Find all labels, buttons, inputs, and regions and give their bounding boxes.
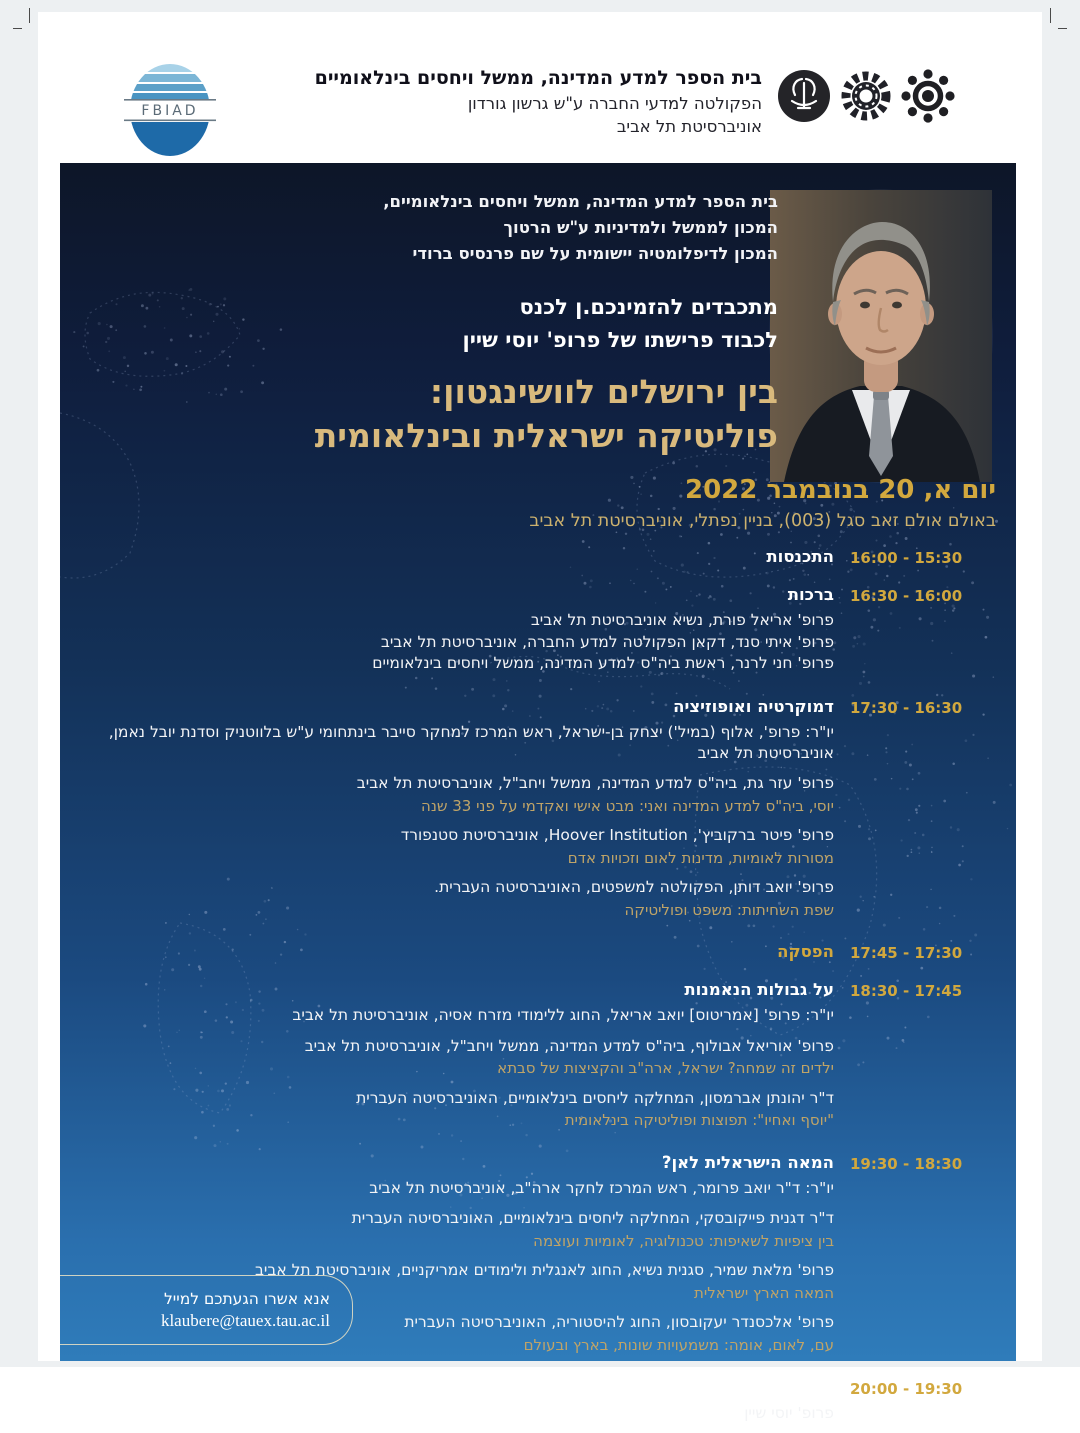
speaker-line: פרופ' אריאל פורת, נשיא אוניברסיטת תל אביב <box>530 611 834 630</box>
fbiad-label: FBIAD <box>141 103 199 119</box>
header-right <box>315 66 956 138</box>
talk-title: יוסי, ביה"ס למדע המדינה ואני: מבט אישי ואקדמי על פני 33 שנה <box>421 796 834 815</box>
session-time: 20:00 - 19:30 <box>850 1379 963 1398</box>
speaker-line: יו"ר: ד"ר יואב פרומר, ראש המרכז לחקר ארה"ב, אוניברסיטת תל אביב <box>369 1178 834 1197</box>
speaker-block <box>94 877 834 920</box>
event-venue: באולם אולם זאב סגל (003), בניין נפתלי, אוניברסיטת תל אביב <box>529 511 996 532</box>
session-time: 18:30 - 17:45 <box>850 982 963 1001</box>
poster-upper <box>60 163 1016 457</box>
gear-logo-icon <box>838 68 894 124</box>
session-content <box>94 585 834 683</box>
letterhead <box>38 12 1042 162</box>
speaker-line: פרופ' יואב דותן, הפקולטה למשפטים, האוניברסיטה העברית. <box>434 878 834 897</box>
speaker-line: ד"ר יהונתן אברמסון, המחלקה ליחסים בינלאומיים, האוניברסיטה העברית <box>356 1088 834 1107</box>
speaker-line: פרופ' מלאת שמיר, סגנית נשיא, החוג לאנגלית ולימודים אמריקניים, אוניברסיטת תל אביב <box>254 1261 834 1280</box>
event-poster <box>60 163 1016 1422</box>
session-title: המאה הישראלית לאן? <box>661 1152 834 1172</box>
institution-line: המכון לדיפלומטיה יישומית על שם פרנסיס ברודי <box>412 244 778 264</box>
session-time: 19:30 - 18:30 <box>850 1154 963 1173</box>
speaker-line: יו"ר: פרופ', אלוף (במיל') יצחק בן-ישראל, ראש המרכז למחקר סייבר בינתחומי ע"ש בלווטניק וסדנת יובל נאמן, אוניברסיטת תל אביב <box>108 722 834 762</box>
session-content <box>94 1378 834 1433</box>
speaker-line: פרופ' אלכסנדר יעקובסון, החוג להיסטוריה, האוניברסיטה העברית <box>404 1313 834 1332</box>
talk-title: המאה הארץ ישראלית <box>694 1283 834 1302</box>
speaker-line: פרופ' איתי סנד, דקאן הפקולטה למדע החברה, אוניברסיטת תל אביב <box>380 632 834 651</box>
speaker-block <box>94 1403 834 1424</box>
institution-line: בית הספר למדע המדינה, ממשל ויחסים בינלאומיים, <box>383 192 778 211</box>
talk-title: "יוסף ואחיו": תפוצות ופוליטיקה בינלאומית <box>564 1111 834 1130</box>
session-content <box>94 942 834 967</box>
fbiad-logo <box>122 60 218 164</box>
speaker-line: פרופ' אוריאל אבולוף, ביה"ס למדע המדינה, ממשל ויחב"ל, אוניברסיטת תל אביב <box>304 1036 834 1055</box>
dotted-circle-logo-icon <box>900 68 956 124</box>
crop-mark <box>1050 8 1051 23</box>
speaker-block <box>94 1178 834 1199</box>
event-title-line1: בין ירושלים לוושינגטון: <box>429 372 778 412</box>
talk-title: שפת השחיתות: משפט ופוליטיקה <box>624 900 834 919</box>
session-time: 16:00 - 15:30 <box>850 549 963 568</box>
session-blocks <box>94 722 834 921</box>
speaker-line: פרופ' חני לרנר, ראשת ביה"ס למדע המדינה, ממשל ויחסים בינלאומיים <box>372 654 834 673</box>
session-blocks <box>94 1005 834 1131</box>
invitation-line: מתכבדים להזמינכם.ן לכנס <box>519 295 778 320</box>
university-name: אוניברסיטת תל אביב <box>616 117 762 137</box>
speaker-block <box>94 825 834 868</box>
event-title-line2: פוליטיקה ישראלית ובינלאומית <box>314 415 778 455</box>
talk-title: בין ציפיות לשאיפות: טכנולוגיה, לאומיות ועוצמה <box>533 1231 834 1250</box>
session-time: 16:30 - 16:00 <box>850 587 963 606</box>
session-blocks <box>94 610 834 674</box>
session-content <box>94 980 834 1140</box>
session-title: על גבולות הנאמנות <box>684 980 834 1000</box>
schedule-session <box>94 942 963 967</box>
institution-line: המכון לממשל ולמדיניות ע"ש הרטוך <box>503 218 778 238</box>
logo-row <box>776 68 956 124</box>
speaker-block <box>94 1005 834 1026</box>
talk-title: ילדים זה שמחה? ישראל, ארה"ב והקציצות של סבתא <box>497 1059 834 1078</box>
session-title: פוליטיקה ישראלית ובינלאומית: בין אקדמיה לפרקטיקה <box>413 1377 834 1397</box>
talk-title: מסורות לאומיות, מדינות לאום וזכויות אדם <box>567 848 834 867</box>
crop-mark <box>13 28 22 29</box>
crop-mark <box>29 8 30 23</box>
tau-logo-icon <box>776 68 832 124</box>
rsvp-box <box>60 1275 353 1345</box>
session-time: 17:30 - 16:30 <box>850 698 963 717</box>
session-content <box>94 697 834 930</box>
school-name: בית הספר למדע המדינה, ממשל ויחסים בינלאומיים <box>314 67 762 89</box>
speaker-block <box>94 773 834 816</box>
schedule-session <box>94 980 963 1140</box>
university-titles <box>315 66 762 138</box>
speaker-block <box>94 1208 834 1251</box>
fbiad-logo-icon <box>122 60 218 160</box>
talk-title: עם, לאום, אומה: משמעויות שונות, בארץ ובעולם <box>523 1335 834 1354</box>
schedule-session <box>94 696 963 930</box>
session-title: ברכות <box>787 585 834 605</box>
event-title <box>96 370 778 457</box>
speaker-line: יו"ר: פרופ' [אמריטוס] יואב אריאל, החוג ללימודי מזרח אסיה, אוניברסיטת תל אביב <box>292 1006 834 1025</box>
rsvp-text: אנא אשרו הגעתכם למייל <box>164 1289 330 1308</box>
rsvp-email: klaubere@tauex.tau.ac.il <box>160 1310 330 1330</box>
invitation-line: לכבוד פרישתו של פרופ' יוסי שיין <box>462 327 778 352</box>
invitation-lines <box>96 291 778 356</box>
date-venue <box>60 475 1016 531</box>
session-title: דמוקרטיה ואופוזיציה <box>673 696 834 716</box>
speaker-line: פרופ' עזר גת, ביה"ס למדע המדינה, ממשל ויחב"ל, אוניברסיטת תל אביב <box>356 774 834 793</box>
session-blocks <box>94 1403 834 1424</box>
crop-mark <box>1058 28 1067 29</box>
event-date: יום א, 20 בנובמבר 2022 <box>684 475 996 506</box>
session-time: 17:45 - 17:30 <box>850 944 963 963</box>
faculty-name: הפקולטה למדעי החברה ע"ש גרשון גורדון <box>467 93 762 113</box>
speaker-line: ד"ר דגנית פייקובסקי, המחלקה ליחסים בינלאומיים, האוניברסיטה העברית <box>351 1209 834 1228</box>
speaker-block <box>94 1088 834 1131</box>
schedule-session <box>94 585 963 683</box>
session-title: הפסקה <box>777 942 834 962</box>
schedule-session <box>94 547 963 572</box>
speaker-block <box>94 722 834 765</box>
speaker-block <box>94 1036 834 1079</box>
institution-lines <box>96 189 778 267</box>
document-page <box>38 12 1042 1422</box>
speaker-block <box>94 610 834 674</box>
schedule-session <box>94 1377 963 1433</box>
speaker-line: פרופ' יוסי שיין <box>744 1403 834 1422</box>
session-title: התכנסות <box>766 547 834 567</box>
speaker-line: פרופ' פיטר ברקוביץ', Hoover Institution, אוניברסיטת סטנפורד <box>400 826 834 845</box>
session-content <box>94 547 834 572</box>
